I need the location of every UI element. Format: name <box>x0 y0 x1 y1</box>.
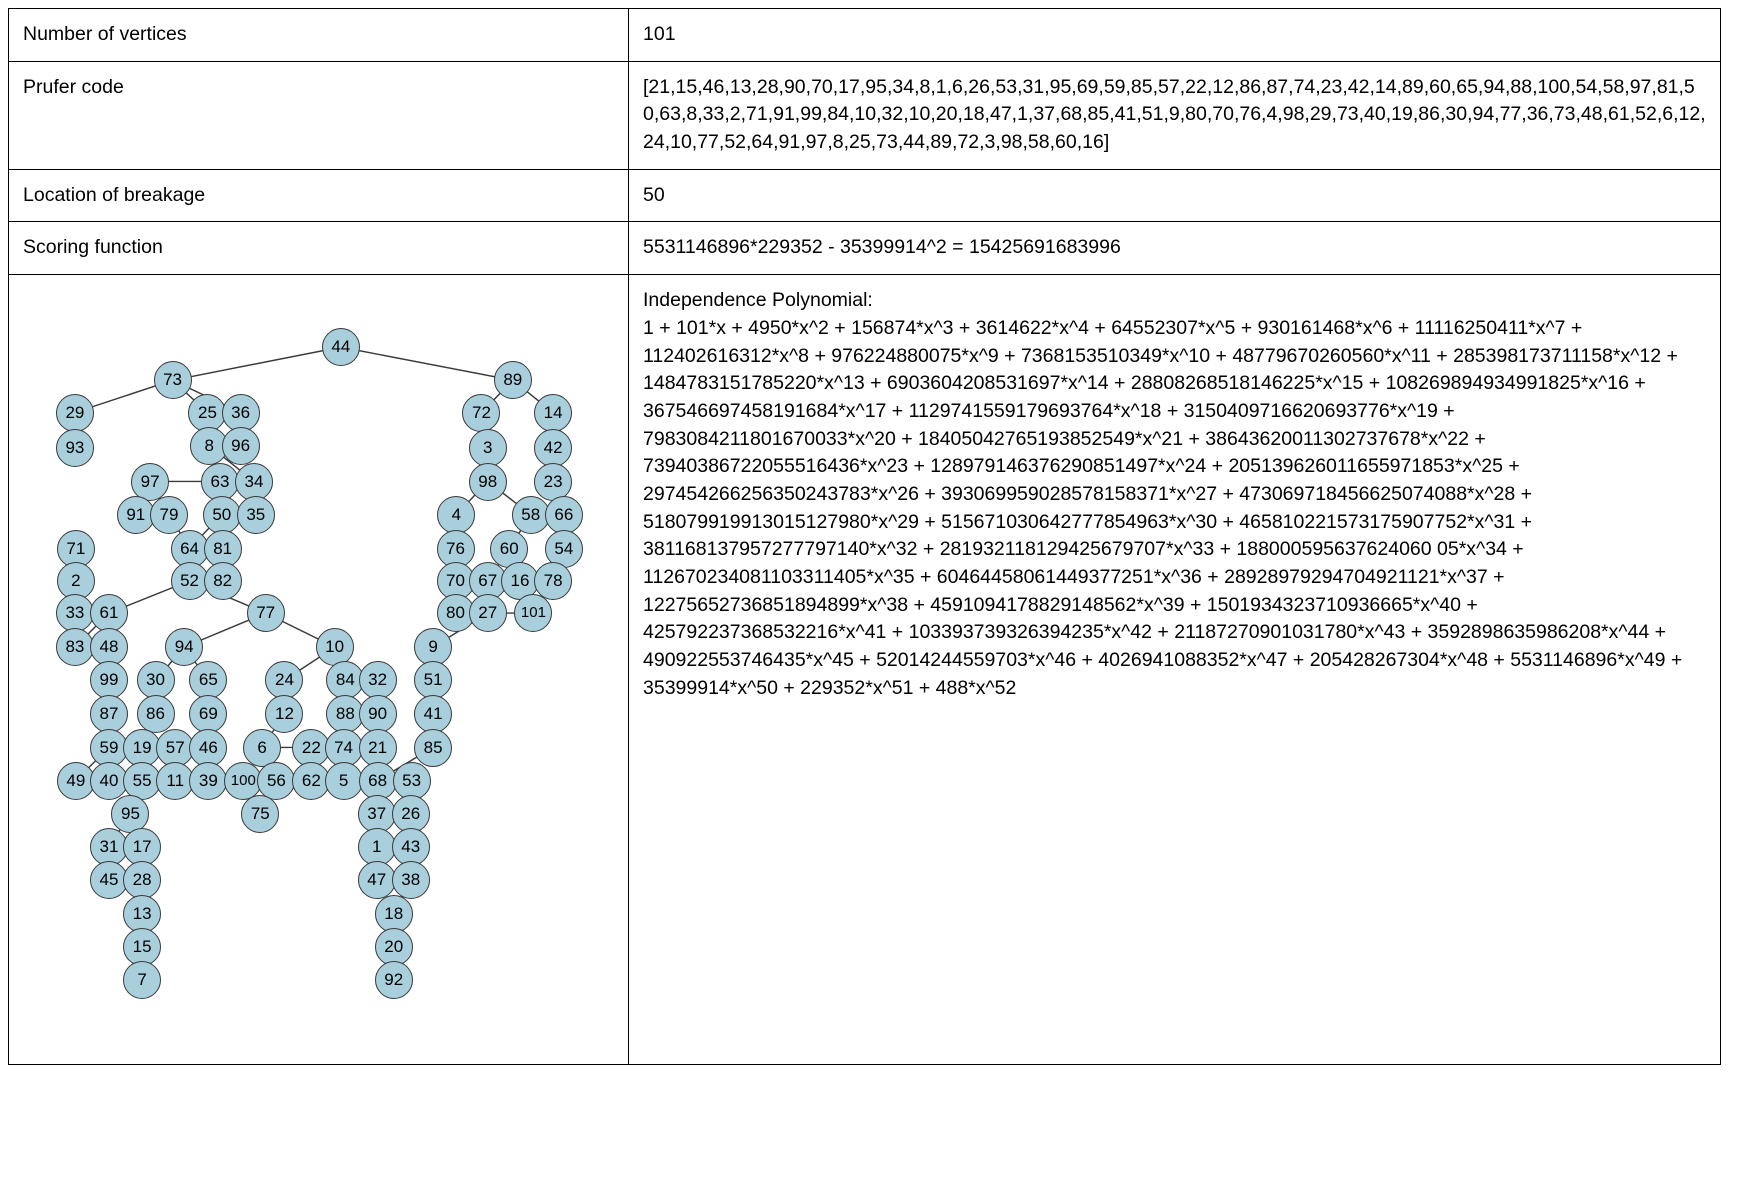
tree-node: 33 <box>56 594 94 632</box>
tree-node: 62 <box>292 762 330 800</box>
tree-node: 95 <box>111 795 149 833</box>
tree-node: 42 <box>534 429 572 467</box>
tree-node: 52 <box>171 562 209 600</box>
tree-node: 81 <box>204 530 242 568</box>
tree-node: 12 <box>265 695 303 733</box>
tree-node: 59 <box>90 729 128 767</box>
polynomial-title: Independence Polynomial: <box>643 289 873 312</box>
tree-node: 79 <box>150 496 188 534</box>
tree-node: 29 <box>56 394 94 432</box>
tree-node: 45 <box>90 861 128 899</box>
tree-node: 69 <box>189 695 227 733</box>
tree-node: 40 <box>90 762 128 800</box>
tree-node: 68 <box>359 762 397 800</box>
tree-node: 21 <box>359 729 397 767</box>
tree-node: 73 <box>154 361 192 399</box>
tree-node: 10 <box>316 628 354 666</box>
tree-node: 2 <box>57 562 95 600</box>
tree-node: 47 <box>358 861 396 899</box>
tree-node: 55 <box>123 762 161 800</box>
tree-node: 49 <box>57 762 95 800</box>
tree-node: 61 <box>90 594 128 632</box>
tree-node: 53 <box>393 762 431 800</box>
tree-node: 6 <box>243 729 281 767</box>
tree-node: 14 <box>534 394 572 432</box>
tree-node: 19 <box>123 729 161 767</box>
tree-node: 58 <box>512 496 550 534</box>
tree-node: 24 <box>265 661 303 699</box>
tree-node: 3 <box>469 429 507 467</box>
tree-node: 57 <box>156 729 194 767</box>
tree-node: 97 <box>131 463 169 501</box>
tree-node: 27 <box>469 594 507 632</box>
tree-node: 80 <box>437 594 475 632</box>
tree-node: 92 <box>375 961 413 999</box>
tree-node: 31 <box>90 828 128 866</box>
tree-node: 18 <box>375 895 413 933</box>
tree-node: 76 <box>437 530 475 568</box>
tree-node: 26 <box>392 795 430 833</box>
tree-node: 15 <box>123 928 161 966</box>
tree-node: 41 <box>414 695 452 733</box>
row-value-scoring: 5531146896*229352 - 35399914^2 = 15425691683996 <box>629 222 1721 275</box>
tree-node: 71 <box>57 530 95 568</box>
tree-node: 86 <box>137 695 175 733</box>
tree-node: 54 <box>545 530 583 568</box>
tree-node: 35 <box>237 496 275 534</box>
tree-node: 22 <box>292 729 330 767</box>
tree-node: 37 <box>358 795 396 833</box>
tree-node: 63 <box>201 463 239 501</box>
tree-node: 56 <box>257 762 295 800</box>
table-row-graph <box>9 275 1721 1065</box>
tree-node: 65 <box>189 661 227 699</box>
row-value-prufer: [21,15,46,13,28,90,70,17,95,34,8,1,6,26,53,31,95,69,59,85,57,22,12,86,87,74,23,42,14,89,60,65,94,88,100,54,58,97,81,50,63,8,33,2,71,91,99,84,10,32,10,20,18,47,1,37,68,85,41,51,9,80,70,76,4,98,29,73,40,19,86,30,94,77,36,73,48,61,52,6,12,24,10,77,52,64,91,97,8,25,73,44,89,72,3,98,58,60,16] <box>629 61 1721 169</box>
tree-node: 83 <box>56 628 94 666</box>
tree-node: 5 <box>325 762 363 800</box>
tree-node: 90 <box>359 695 397 733</box>
tree-node: 13 <box>123 895 161 933</box>
tree-node: 78 <box>534 562 572 600</box>
tree-graph <box>23 287 614 1052</box>
polynomial-cell <box>629 275 1721 1065</box>
tree-node: 100 <box>224 762 262 800</box>
tree-node: 44 <box>322 328 360 366</box>
tree-node: 11 <box>156 762 194 800</box>
tree-node: 46 <box>189 729 227 767</box>
tree-node: 25 <box>188 394 226 432</box>
tree-node: 17 <box>123 828 161 866</box>
row-label-breakage: Location of breakage <box>9 169 629 222</box>
tree-node: 96 <box>222 427 260 465</box>
tree-node: 32 <box>359 661 397 699</box>
tree-node: 85 <box>414 729 452 767</box>
tree-node: 34 <box>235 463 273 501</box>
tree-node: 64 <box>171 530 209 568</box>
tree-node: 1 <box>358 828 396 866</box>
tree-node: 101 <box>514 594 552 632</box>
row-value-vertices: 101 <box>629 9 1721 62</box>
row-label-vertices: Number of vertices <box>9 9 629 62</box>
tree-node: 87 <box>90 695 128 733</box>
tree-node: 30 <box>137 661 175 699</box>
tree-node: 8 <box>190 427 228 465</box>
tree-node: 9 <box>414 628 452 666</box>
table-row <box>9 9 1721 62</box>
tree-node: 75 <box>241 795 279 833</box>
tree-edge <box>341 347 513 380</box>
tree-graph-cell <box>9 275 629 1065</box>
tree-node: 28 <box>123 861 161 899</box>
tree-node: 98 <box>469 463 507 501</box>
tree-node: 20 <box>375 928 413 966</box>
tree-node: 4 <box>437 496 475 534</box>
tree-node: 7 <box>123 961 161 999</box>
tree-node: 91 <box>117 496 155 534</box>
tree-node: 66 <box>545 496 583 534</box>
tree-node: 48 <box>90 628 128 666</box>
polynomial-body: 1 + 101*x + 4950*x^2 + 156874*x^3 + 3614622*x^4 + 64552307*x^5 + 930161468*x^6 + 11116250411*x^7 + 112402616312*x^8 + 976224880075*x^9 + 7368153510349*x^10 + 48779670260560*x^11 + 285398173711158*x^12 + 1484783151785220*x^13 + 6903604208531697*x^14 + 28808268518146225*x^15 + 108269894934991825*x^16 + 367546697458191684*x^17 + 1129741559179693764*x^18 + 3150409716620693776*x^19 + 7983084211801670033*x^20 + 18405042765193852549*x^21 + 38643620011302737678*x^22 + 73940386722055516436*x^23 + 128979146376290851497*x^24 + 205139626011655971853*x^25 + 297454266256350243783*x^26 + 393069959028578158371*x^27 + 473069718456625074088*x^28 + 518079919913015127980*x^29 + 515671030642777854963*x^30 + 465810221573175907752*x^31 + 381168137957277797140*x^32 + 281932118129425679707*x^33 + 188000595637624060 05*x^34 + 112670234081103311405*x^35 + 60464458061449377251*x^36 + 28928979294704921121*x^37 + 12275652736851894899*x^38 + 4591094178829148562*x^39 + 1501934323710936665*x^40 + 425792237368532216*x^41 + 103393739326394235*x^42 + 21187270901031780*x^43 + 3592898635986208*x^44 + 490922553746435*x^45 + 52014244559703*x^46 + 4026941088352*x^47 + 205428267304*x^48 + 5531146896*x^49 + 35399914*x^50 + 229352*x^51 + 488*x^52 <box>643 316 1683 699</box>
tree-node: 16 <box>501 562 539 600</box>
info-table <box>8 8 1721 1065</box>
tree-edge <box>173 347 341 380</box>
tree-node: 89 <box>494 361 532 399</box>
tree-node: 93 <box>56 429 94 467</box>
tree-node: 70 <box>437 562 475 600</box>
tree-node: 72 <box>462 394 500 432</box>
table-row <box>9 61 1721 169</box>
tree-node: 60 <box>490 530 528 568</box>
tree-node: 82 <box>204 562 242 600</box>
table-row <box>9 222 1721 275</box>
tree-node: 84 <box>326 661 364 699</box>
tree-node: 99 <box>90 661 128 699</box>
tree-node: 43 <box>392 828 430 866</box>
tree-node: 38 <box>392 861 430 899</box>
row-value-breakage: 50 <box>629 169 1721 222</box>
tree-node: 67 <box>469 562 507 600</box>
tree-node: 74 <box>325 729 363 767</box>
row-label-scoring: Scoring function <box>9 222 629 275</box>
tree-node: 88 <box>326 695 364 733</box>
tree-node: 50 <box>203 496 241 534</box>
table-row <box>9 169 1721 222</box>
row-label-prufer: Prufer code <box>9 61 629 169</box>
tree-node: 51 <box>414 661 452 699</box>
tree-node: 77 <box>247 594 285 632</box>
tree-node: 39 <box>189 762 227 800</box>
tree-node: 23 <box>534 463 572 501</box>
tree-node: 94 <box>165 628 203 666</box>
tree-node: 36 <box>222 394 260 432</box>
